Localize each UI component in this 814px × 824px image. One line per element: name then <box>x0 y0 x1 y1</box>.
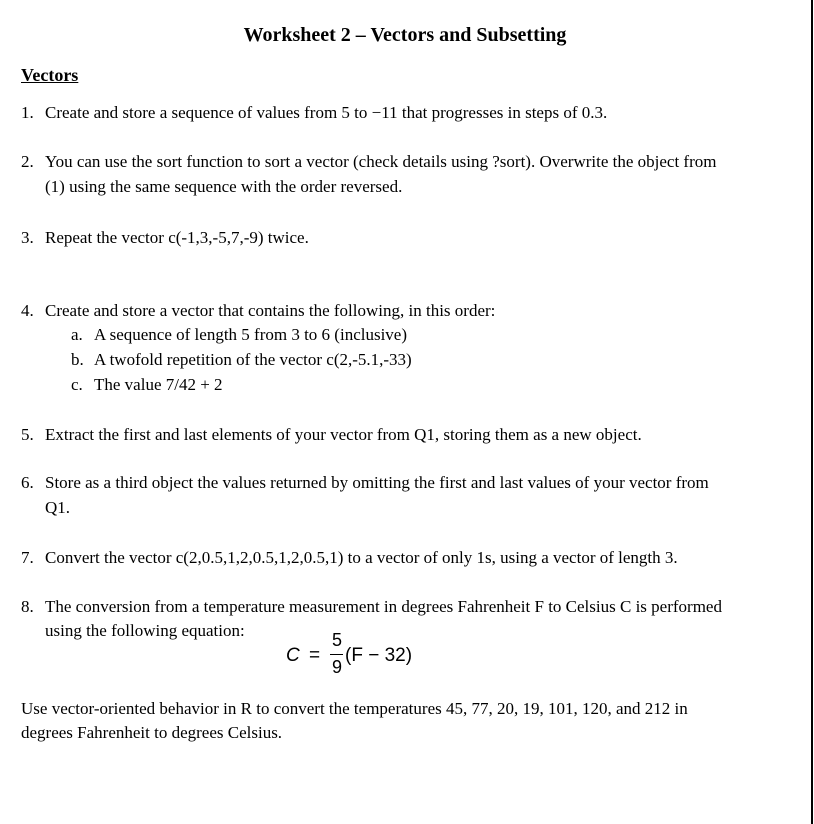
subitem-letter-b: b. <box>71 350 84 369</box>
subitem-text-c: The value 7/42 + 2 <box>94 375 223 394</box>
question-number: 4. <box>21 301 34 320</box>
equation-lhs: C <box>286 645 300 666</box>
closing-text: Use vector-oriented behavior in R to convert the temperatures 45, 77, 20, 19, 101, 120, and 212 in <box>21 699 688 718</box>
question-text: Store as a third object the values returned by omitting the first and last values of your vector from <box>45 473 709 492</box>
equation-equals: = <box>309 645 321 666</box>
question-text: Repeat the vector c(-1,3,-5,7,-9) twice. <box>45 228 309 247</box>
question-text: Extract the first and last elements of your vector from Q1, storing them as a new object. <box>45 425 642 444</box>
question-text: You can use the sort function to sort a vector (check details using ?sort). Overwrite the object from <box>45 152 717 171</box>
subitem-text-b: A twofold repetition of the vector c(2,-5.1,-33) <box>94 350 412 369</box>
question-number: 6. <box>21 473 34 492</box>
question-number: 3. <box>21 228 34 247</box>
question-number: 5. <box>21 425 34 444</box>
question-number: 1. <box>21 103 34 122</box>
question-text-continued: Q1. <box>45 498 71 517</box>
equation-fraction-bar <box>330 654 343 655</box>
question-text-continued: (1) using the same sequence with the order reversed. <box>45 177 403 196</box>
worksheet-title: Worksheet 2 – Vectors and Subsetting <box>243 24 567 46</box>
equation-numerator: 5 <box>332 630 343 650</box>
celsius-equation <box>286 630 446 680</box>
equation-denominator: 9 <box>332 657 343 677</box>
subitem-letter-c: c. <box>71 375 83 394</box>
subitem-letter-a: a. <box>71 325 83 344</box>
page-right-border <box>811 0 813 824</box>
subitem-text-a: A sequence of length 5 from 3 to 6 (inclusive) <box>94 325 408 344</box>
question-number: 2. <box>21 152 34 171</box>
equation-rhs: (F − 32) <box>345 645 413 666</box>
question-number: 8. <box>21 597 34 616</box>
question-text: The conversion from a temperature measurement in degrees Fahrenheit F to Celsius C is performed <box>45 597 722 616</box>
section-heading-vectors: Vectors <box>21 65 79 85</box>
question-text-continued: using the following equation: <box>45 621 245 640</box>
question-text: Convert the vector c(2,0.5,1,2,0.5,1,2,0.5,1) to a vector of only 1s, using a vector of length 3. <box>45 548 678 567</box>
closing-text-continued: degrees Fahrenheit to degrees Celsius. <box>21 723 283 742</box>
question-number: 7. <box>21 548 34 567</box>
question-text: Create and store a sequence of values from 5 to −11 that progresses in steps of 0.3. <box>45 103 608 122</box>
question-text: Create and store a vector that contains the following, in this order: <box>45 301 496 320</box>
